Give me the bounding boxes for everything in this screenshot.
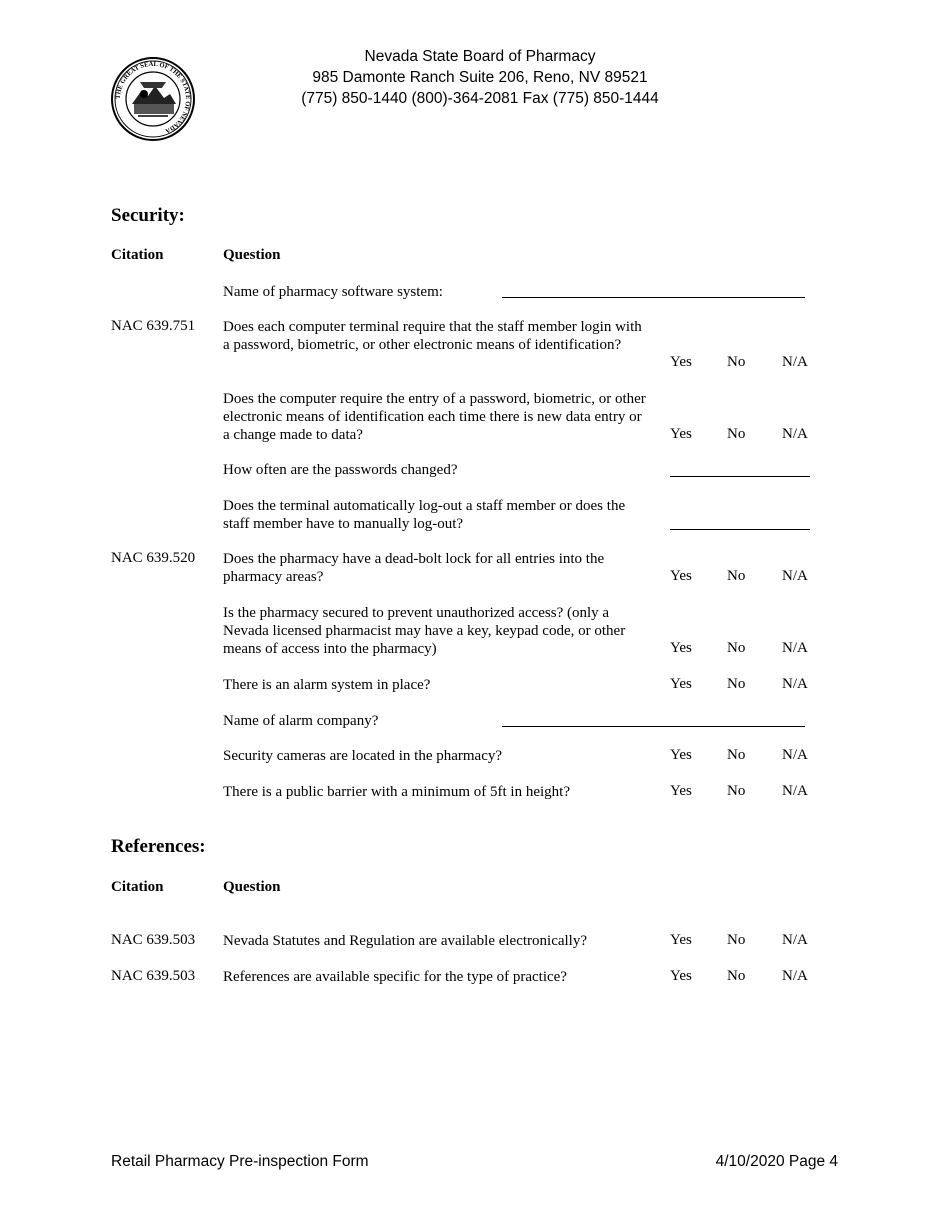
answer-na[interactable]: N/A xyxy=(782,426,808,442)
software-name-blank[interactable] xyxy=(502,296,805,298)
security-section-title: Security: xyxy=(111,205,185,226)
citation: NAC 639.520 xyxy=(111,550,196,566)
question-text: Is the pharmacy secured to prevent unauthorized access? (only a Nevada licensed pharmacist may have a key, keypad code, or other means of access into the pharmacy) xyxy=(223,605,626,657)
answer-yes[interactable]: Yes xyxy=(670,783,692,799)
answer-yes[interactable]: Yes xyxy=(670,426,692,442)
answer-no[interactable]: No xyxy=(727,747,746,763)
question-text: Nevada Statutes and Regulation are available electronically? xyxy=(223,933,588,949)
question-text: References are available specific for the type of practice? xyxy=(223,969,567,985)
answer-na[interactable]: N/A xyxy=(782,568,808,584)
answer-no[interactable]: No xyxy=(727,783,746,799)
security-question-header: Question xyxy=(223,247,281,263)
references-citation-header: Citation xyxy=(111,879,164,895)
references-section-title: References: xyxy=(111,836,206,857)
answer-na[interactable]: N/A xyxy=(782,747,808,763)
svg-text:THE GREAT SEAL OF THE STATE OF: THE GREAT SEAL OF THE STATE OF NEVADA xyxy=(114,60,192,135)
question-text: Does the computer require the entry of a password, biometric, or other electronic means of identification each time there is new data entry or a change made to data? xyxy=(223,391,646,443)
answer-no[interactable]: No xyxy=(727,968,746,984)
answer-na[interactable]: N/A xyxy=(782,354,808,370)
footer-date-page: 4/10/2020 Page 4 xyxy=(715,1153,838,1170)
answer-na[interactable]: N/A xyxy=(782,932,808,948)
question-text: There is an alarm system in place? xyxy=(223,677,431,693)
answer-na[interactable]: N/A xyxy=(782,968,808,984)
answer-yes[interactable]: Yes xyxy=(670,968,692,984)
question-text: Name of alarm company? xyxy=(223,713,379,729)
citation: NAC 639.751 xyxy=(111,318,196,334)
references-question-header: Question xyxy=(223,879,281,895)
answer-na[interactable]: N/A xyxy=(782,640,808,656)
answer-no[interactable]: No xyxy=(727,640,746,656)
answer-na[interactable]: N/A xyxy=(782,783,808,799)
question-text: How often are the passwords changed? xyxy=(223,462,458,478)
logout-method-blank[interactable] xyxy=(670,528,810,530)
citation: NAC 639.503 xyxy=(111,932,196,948)
answer-no[interactable]: No xyxy=(727,354,746,370)
answer-no[interactable]: No xyxy=(727,676,746,692)
org-address: 985 Damonte Ranch Suite 206, Reno, NV 89521 xyxy=(312,69,648,86)
answer-yes[interactable]: Yes xyxy=(670,747,692,763)
password-frequency-blank[interactable] xyxy=(670,475,810,477)
question-text: Name of pharmacy software system: xyxy=(223,284,443,300)
state-seal xyxy=(110,56,196,142)
question-text: There is a public barrier with a minimum of 5ft in height? xyxy=(223,784,570,800)
answer-yes[interactable]: Yes xyxy=(670,354,692,370)
answer-yes[interactable]: Yes xyxy=(670,932,692,948)
footer-form-name: Retail Pharmacy Pre-inspection Form xyxy=(111,1153,369,1170)
answer-no[interactable]: No xyxy=(727,426,746,442)
answer-no[interactable]: No xyxy=(727,932,746,948)
citation: NAC 639.503 xyxy=(111,968,196,984)
question-text: Does each computer terminal require that the staff member login with a password, biometric, or other electronic means of identification? xyxy=(223,319,642,353)
question-text: Security cameras are located in the pharmacy? xyxy=(223,748,503,764)
answer-yes[interactable]: Yes xyxy=(670,640,692,656)
alarm-company-blank[interactable] xyxy=(502,725,805,727)
answer-na[interactable]: N/A xyxy=(782,676,808,692)
org-phones: (775) 850-1440 (800)-364-2081 Fax (775) 850-1444 xyxy=(301,90,659,107)
question-text: Does the terminal automatically log-out a staff member or does the staff member have to manually log-out? xyxy=(223,498,626,532)
answer-yes[interactable]: Yes xyxy=(670,676,692,692)
question-text: Does the pharmacy have a dead-bolt lock for all entries into the pharmacy areas? xyxy=(223,551,605,585)
answer-yes[interactable]: Yes xyxy=(670,568,692,584)
security-citation-header: Citation xyxy=(111,247,164,263)
org-name: Nevada State Board of Pharmacy xyxy=(364,48,596,65)
answer-no[interactable]: No xyxy=(727,568,746,584)
